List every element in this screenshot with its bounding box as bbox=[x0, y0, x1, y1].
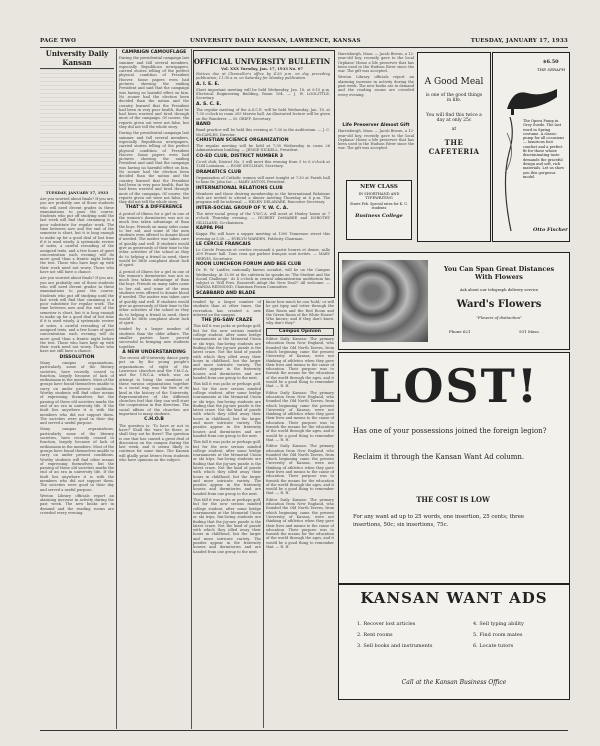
cost-details: For any want ad up to 25 words, one insertion, 25 cents; three insertions, 50c; six insertions, 75c. bbox=[353, 514, 525, 528]
flowers-phone: Phone 621 bbox=[449, 329, 471, 334]
lost-question: Has one of your possessions joined the foreign legion? bbox=[353, 427, 547, 435]
masthead-staff-list bbox=[40, 68, 114, 189]
jigsaw-column bbox=[193, 300, 261, 728]
notice-heading: NOON LUNCHEON FORUM AND BEE CLUB bbox=[196, 261, 302, 267]
jigsaw-lead: tended by a larger number of students than at other times, the recreation has created a new interest on the campus. bbox=[193, 300, 261, 317]
masthead-date: TUESDAY, JANUARY 17, 1933 bbox=[45, 190, 109, 195]
ad-good-meal-price: You will find this twice a day at only 25c bbox=[426, 113, 482, 123]
bulletin-title: OFFICIAL UNIVERSITY BULLETIN bbox=[193, 57, 331, 66]
choob-body: The question is: 'To have or not to have?' Shall the 'ears' be there, or shall they not be there? The question is one that has caused a great deal of discussion on the campus during the last week, and it seems likely to continue for some time. The Kansan will gladly print letters from students who have opinions on the subject. bbox=[119, 423, 189, 463]
column-divider bbox=[191, 49, 192, 729]
notice-heading: LE CERCLE FRANCAIS bbox=[196, 241, 251, 247]
notice-heading: CHRISTIAN SCIENCE ORGANIZATION bbox=[196, 137, 289, 143]
footer-rule bbox=[40, 730, 568, 731]
column-divider bbox=[116, 49, 117, 729]
new-class-title: NEW CLASS bbox=[360, 184, 398, 190]
notice-body: Organization of Catholic women will meet tonight at 7:30 at Parish hall to hear Dr. John Ise. — MARY ANTON, President. bbox=[196, 175, 330, 185]
notice-heading: INTERNATIONAL RELATIONS CLUB bbox=[196, 185, 283, 191]
ad-good-meal-at: at bbox=[451, 127, 457, 132]
notice-heading: A. S. C. E. bbox=[196, 101, 222, 107]
cost-heading: THE COST IS LOW bbox=[416, 495, 490, 504]
notice-body: Short important meeting will be held Wednesday, Jan. 18, at 8:15 p.m. Electrical Engineering Building, Room 104. — J. W. LOOLITTLE, Secretary. bbox=[196, 87, 330, 101]
business-college-logo: Business College bbox=[355, 213, 403, 219]
notice-body: Dr. H. W. Laidler, nationally known socialist, will be on the Campus Wednesday. At 12:00 at the cafeteria he speaks on 'The Student and the Social Challenge.' At 4 o'clock in central administration auditorium his subject is 'Will Pres. Roosevelt Adopt the New Deal?' All welcome. — WANDA REDMOND, Chairman Forum Committee. bbox=[196, 268, 330, 290]
life-preserver-body: Harrisburgh, Mass. — Jacob Brown, a 12-year-old boy, recently gave to the local Orphans' Home a life preserver that has been used in the Hudson River since the war. The gift was accepted. bbox=[338, 129, 414, 151]
flowers-address: 931 Mass. bbox=[519, 329, 540, 334]
want-ad-item: 4. Sell typing ability bbox=[473, 621, 524, 627]
campus-opinion-heading: Campus Opinion bbox=[266, 328, 334, 336]
opinion-intro: know how much he can 'hold,' or will he get tipsy and totter through the Blue Room and the Red Room and the Green Room of the White House? Who knows; and if they don't know, why don't they? bbox=[266, 300, 334, 326]
notice-heading: SCABBARD AND BLADE bbox=[196, 290, 256, 294]
new-class-detail: Starts Feb. Special rates for K. U. students bbox=[350, 202, 408, 210]
shoe-description: The Opera Pump in Grey Suede. The last word in Spring costume. A classic pump for all occasions — luxurious foot comfort and a perfect fit for those whose discriminating taste demands the graceful design and soft, rich materials. Let us show you this gorgeous model. bbox=[523, 119, 565, 179]
notice-heading: DRAMATICS CLUB bbox=[196, 169, 242, 175]
want-ad-item: 5. Find room mates bbox=[473, 632, 523, 638]
dissolution-body-cont: Many campus organizations, particularly some of the literary societies, have recently ceased to function, largely because of lack of enthusiasm in the members. Most of the groups have found themselves unable to carry on under present conditions. Worthy students will find other means of expressing themselves; but the passing of these old societies marks the end of an era in university life. If the fault lies anywhere it is with the members who did not support them. The societies were good in their day and served a useful purpose. bbox=[40, 427, 114, 492]
choob-heading: C.H.O.B bbox=[144, 417, 164, 423]
ad-cafeteria-name: THE CAFETERIA bbox=[428, 138, 480, 156]
opinion-body-cont3: Editor Daily Kansan: The primary education from New England, who founded the Old North Tavern, from which beginning came the present University of Kansas, were not thinking of athletics when they gave their lives and means to the cause of education. Their purpose was to furnish the means for the education of the world through the ages, and it would be a good thing to remember that. — R. H. bbox=[266, 497, 334, 550]
want-ad-item: 1. Recover lost articles bbox=[357, 621, 416, 627]
masthead-title: University Daily Kansan bbox=[45, 49, 109, 67]
cafeteria-ad bbox=[417, 52, 491, 242]
jigsaw-body: This fall it was jacks or perhaps golf, but for the new serious minded college student, after some bridge tournaments at the Memorial Union or ski trips, fun-loving students are finding that the jig-saw puzzle is the latest craze. Not the kind of puzzle with which they idled away their hours in childhood, but the larger and more intricate variety. The puzzles appear in the fraternity houses and dormitories and are handed from one group to the next. bbox=[193, 324, 261, 381]
want-ad-item: 3. Sell books and instruments bbox=[357, 643, 433, 649]
difference-body-cont: A period of illness for a girl in one of the women's dormitories was not so much less taken advantage of than the boys. Friends on many sides came to her aid, and some of the men students even offered to donate blood if needed. The matter was taken care of quickly and well. If students would give as generously of their time to the other activities of the school as they do to helping a friend in need, there would be little complaint about lack of spirit. bbox=[119, 269, 189, 326]
notice-body: The inter-social group of the Y.W.C.A. will meet at Henley house at 7 o'clock Thursday evening. — HUBERT DeMAREE and DOROTHY GILLILAND, Co-chairmen. bbox=[196, 212, 330, 225]
campaign-body: During the presidential campaign last summer and fall several members, especially Republican newspapers, carried stories telling of the perfect physical condition of President Hoover. Some papers even had pictures showing the smiling President and said that the campaign was having no harmful effect on him. No sooner had the election been decided than the nation and the country learned that the President had been in very poor health, that he had been worried and tired through most of the campaign. Of course, the reports given out were not false, but they did not tell the whole story. bbox=[119, 56, 189, 130]
notice-body: Band practice will be held this evening at 7:30 in the auditorium. — J. C. McCANLES, Director. bbox=[196, 128, 330, 137]
parties-note: tended by a larger number of students than the older affairs. The smaller parties have proved successful in bringing new students together. bbox=[119, 327, 189, 349]
shoe-illustration-icon bbox=[503, 79, 561, 115]
notice-body: Kappa Phi will have a supper meeting at 1300 Tennessee street this evening at 5:30. — EVELYN WARDEN, Publicity Chairman. bbox=[196, 232, 330, 241]
opinion-body-cont: Editor Daily Kansan: The primary education from New England, who founded the Old North Tavern, from which beginning came the present University of Kansas, were not thinking of athletics when they gave their lives and means to the cause of education. Their purpose was to furnish the means for the education of the world through the ages, and it would be a good thing to remember that. — R. H. bbox=[266, 390, 334, 442]
life-preserver-story bbox=[338, 122, 414, 178]
news-brief-body: Harrisburgh, Mass. — Jacob Brown, a 12-year-old boy, recently gave to the local Orphans' Home a life preserver that has been used in the Hudson River since the war. The gift was accepted. bbox=[338, 52, 414, 74]
notice-body: Members and those desiring membership in the International Relations club are invited to attend a dinner meeting Thursday at 6 p.m. The program will be informal. — HELEN DELAWARE, Executive Secretary. bbox=[196, 191, 330, 205]
notice-heading: INTER-SOCIAL GROUP OF Y. W. C. A. bbox=[196, 205, 289, 211]
otto-fischer-name: Otto Fischer bbox=[533, 227, 568, 233]
notice-body: Le Cercle Francais et cercles reconnaît à partir heures et demie, salle 309 Fraser hall. Tous ceux qui parlent français sont invités. — MARY HERVIS, Secretaire. bbox=[196, 248, 330, 261]
lost-reclaim: Reclaim it through the Kansan Want Ad column. bbox=[353, 453, 525, 461]
flowers-telegraph: Ask about our telegraph delivery service bbox=[459, 287, 539, 292]
business-college-ad bbox=[346, 180, 412, 240]
notice-body: Co-ed club, District No. 3 will meet this evening from 5 to 6 o'clock at 1244 Louisiana. — ROSE SHULMAN, Secretary. bbox=[196, 160, 330, 169]
opinion-body: Editor Daily Kansan: The primary education from New England, who founded the Old North Tavern, from which beginning came the present University of Kansas, were not thinking of athletics when they gave their lives and means to the cause of education. Their purpose was to furnish the means for the education of the world through the ages, and it would be a good thing to remember that. — R. H. bbox=[266, 337, 334, 389]
page-number: PAGE TWO bbox=[40, 38, 77, 44]
notice-heading: KAPPA PHI bbox=[196, 225, 224, 231]
notice-body: The regular meeting will be held at 7:30 Wednesday in room 26 Administration building. — JESSIE NICKELL, President. bbox=[196, 144, 330, 153]
lost-ad bbox=[338, 352, 570, 584]
want-ads-list-left bbox=[357, 619, 432, 652]
dissolution-heading: DISSOLUTION bbox=[59, 354, 95, 360]
jigsaw-body-cont: This fall it was jacks or perhaps golf, but for the new serious minded college student, after some bridge tournaments at the Memorial Union or ski trips, fun-loving students are finding that the jig-saw puzzle is the latest craze. Not the kind of puzzle with which they idled away their hours in childhood, but the larger and more intricate variety. The puzzles appear in the fraternity houses and dormitories and are handed from one group to the next. bbox=[193, 382, 261, 438]
flower-bouquet-photo bbox=[342, 260, 428, 342]
flowers-tagline: "Flowers of distinction" bbox=[476, 315, 522, 320]
life-preserver-heading: Life Preserver Almost Gift bbox=[342, 123, 410, 128]
jigsaw-heading: THE JIG-SAW CRAZE bbox=[201, 318, 253, 324]
issue-date: TUESDAY, JANUARY 17, 1933 bbox=[470, 38, 568, 44]
bulletin-subtitle: Vol. XXX Tuesday, Jan. 17, 1933 No. 67 bbox=[220, 66, 304, 71]
jigsaw-body-cont3: This fall it was jacks or perhaps golf, but for the new serious minded college student, after some bridge tournaments at the Memorial Union or ski trips, fun-loving students are finding that the jig-saw puzzle is the latest craze. Not the kind of puzzle with which they idled away their hours in childhood, but the larger and more intricate variety. The puzzles appear in the fraternity houses and dormitories and are handed from one group to the next. bbox=[193, 498, 261, 554]
campus-opinion-column bbox=[266, 300, 334, 728]
ad-good-meal: A Good Meal bbox=[424, 77, 484, 87]
shoe-price: $6.50 bbox=[543, 59, 559, 65]
difference-heading: THAT'S A DIFFERENCE bbox=[125, 205, 183, 211]
news-brief-body-cont: Weston Library officials report an alarming increase in activity during the past week. The new books are in demand and the reading rooms are crowded every evening. bbox=[338, 75, 414, 97]
editorial-column-2 bbox=[119, 49, 189, 729]
understanding-heading: A NEW UNDERSTANDING bbox=[122, 349, 186, 355]
notice-heading: A. I. E. E. bbox=[196, 81, 220, 87]
opinion-body-cont2: Editor Daily Kansan: The primary education from New England, who founded the Old North Tavern, from which beginning came the present University of Kansas, were not thinking of athletics when they gave their lives and means to the cause of education. Their purpose was to furnish the means for the education of the world through the ages, and it would be a good thing to remember that. — R. H. bbox=[266, 444, 334, 496]
header-rule bbox=[40, 47, 568, 48]
dissolution-body: Many campus organizations, particularly some of the literary societies, have recently ceased to function, largely because of lack of enthusiasm in the members. Most of the groups have found themselves unable to carry on under present conditions. Worthy students will find other means of expressing themselves; but the passing of these old societies marks the end of an era in university life. If the fault lies anywhere it is with the members who did not support them. The societies were good in their day and served a useful purpose. bbox=[40, 360, 114, 426]
ad-good-meal-line: is one of the good things in life. bbox=[425, 93, 483, 103]
wards-flowers-name: Ward's Flowers bbox=[456, 299, 542, 310]
notice-heading: BAND bbox=[196, 121, 211, 127]
want-ad-item: 6. Locate tutors bbox=[473, 643, 514, 649]
masthead bbox=[40, 49, 114, 195]
want-ad-item: 2. Rent rooms bbox=[357, 632, 393, 638]
want-ads-box bbox=[338, 584, 570, 700]
shoe-ad bbox=[492, 52, 570, 242]
flowers-headline: You Can Span Great Distances With Flowers bbox=[443, 265, 555, 281]
editorial-column-1 bbox=[40, 197, 114, 727]
editorial-finals: Are you worried about finals? If you are, you are probably one of those students who will need decent grades in these examinations to pass the course. Students who put off studying until the last week will find that cramming is a poor substitute for regular work. The time between now and the end of the semester is short, but it is long enough to make up for a good deal of lost time if it is used wisely. A systematic review of notes, a careful rereading of the assigned texts, and a few hours of quiet concentration each evening will do more good than a frantic night before the test. Those who have kept up with their work need not worry. Those who have not still have a chance. bbox=[40, 197, 114, 275]
bulletin-note: Notices due at Chancellor's office by 4:30 p.m. on day preceding publication; 11:30 a.m. on Saturday for Monday publication. bbox=[196, 72, 330, 81]
column-divider bbox=[263, 300, 264, 728]
new-class-subject: IN SHORTHAND AND TYPEWRITING bbox=[358, 192, 400, 200]
notice-heading: CO-ED CLUB, DISTRICT NUMBER 3 bbox=[196, 153, 283, 159]
library-note: Weston Library officials report an alarming increase in activity during the past week. The new books are in demand and the reading rooms are crowded every evening. bbox=[40, 493, 114, 516]
difference-body: A period of illness for a girl in one of the women's dormitories was not so much less taken advantage of than the boys. Friends on many sides came to her aid, and some of the men students even offered to donate blood if needed. The matter was taken care of quickly and well. If students would give as generously of their time to the other activities of the school as they do to helping a friend in need, there would be little complaint about lack of spirit. bbox=[119, 211, 189, 268]
newspaper-title: UNIVERSITY DAILY KANSAN, LAWRENCE, KANSAS bbox=[190, 38, 361, 44]
campaign-heading: CAMPAIGN CAMOUFLAGE bbox=[121, 50, 187, 55]
editorial-finals-cont: Are you worried about finals? If you are, you are probably one of those students who will need decent grades in these examinations to pass the course. Students who put off studying until the last week will find that cramming is a poor substitute for regular work. The time between now and the end of the semester is short, but it is long enough to make up for a good deal of lost time if it is used wisely. A systematic review of notes, a careful rereading of the assigned texts, and a few hours of quiet concentration each evening will do more good than a frantic night before the test. Those who have kept up with their work need not worry. Those who have not still have a chance. bbox=[40, 276, 114, 354]
jigsaw-body-cont2: This fall it was jacks or perhaps golf, but for the new serious minded college student, after some bridge tournaments at the Memorial Union or ski trips, fun-loving students are finding that the jig-saw puzzle is the latest craze. Not the kind of puzzle with which they idled away their hours in childhood, but the larger and more intricate variety. The puzzles appear in the fraternity houses and dormitories and are handed from one group to the next. bbox=[193, 440, 261, 496]
want-ads-footer: Call at the Kansan Business Office bbox=[401, 679, 507, 686]
shoe-name: THE SERAPH bbox=[537, 67, 566, 72]
notice-body: The regular meeting of the A.S.C.E. will be held Wednesday, Jan. 18, at 7:30 o'clock in room 205 Marvin hall. An illustrated lecture will be given on the Wanderer. — M. GRIFF, Secretary. bbox=[196, 108, 330, 121]
want-ads-title: KANSAN WANT ADS bbox=[360, 589, 548, 607]
fashion-figure-icon bbox=[497, 113, 523, 233]
campaign-body-cont: During the presidential campaign last summer and fall several members, especially Republican newspapers, carried stories telling of the perfect physical condition of President Hoover. Some papers even had pictures showing the smiling President and said that the campaign was having no harmful effect on him. No sooner had the election been decided than the nation and the country learned that the President had been in very poor health, that he had been worried and tired through most of the campaign. Of course, the reports given out were not false, but they did not tell the whole story. bbox=[119, 131, 189, 205]
understanding-body: The recent all-University dance party put on by the young people's organizations of eight of the Lawrence churches and the Y.M.C.A. and the Y.W.C.A. which was an attempt to bring the members of these various organizations together in a social way, was the first of its kind in the history of the University. Representatives of the different churches feel that they can well start the cooperation in this direction. The social affairs of the churches are important to many students. bbox=[119, 356, 189, 417]
bulletin-notices bbox=[196, 72, 330, 294]
lost-headline: LOST! bbox=[368, 359, 540, 413]
want-ads-list-right bbox=[473, 619, 524, 652]
news-brief bbox=[338, 52, 414, 118]
